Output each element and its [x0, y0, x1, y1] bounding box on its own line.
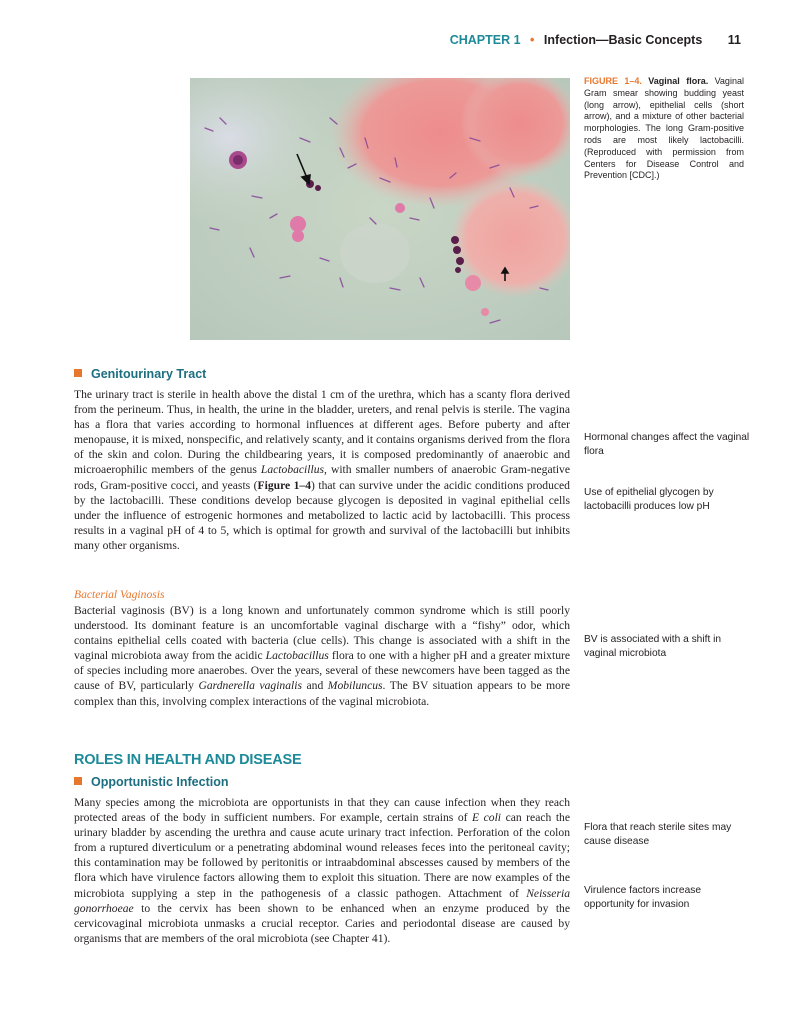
opportunistic-heading: Opportunistic Infection — [74, 775, 229, 789]
genitourinary-heading: Genitourinary Tract — [74, 367, 206, 381]
chapter-label: CHAPTER 1 — [449, 33, 521, 47]
figure-label: FIGURE 1–4. — [584, 76, 642, 86]
section-marker — [74, 777, 82, 785]
opportunistic-paragraph: Many species among the microbiota are opportunists in that they can cause infection when they reach protected areas of the body in sufficient numbers. For example, certain strains of E coli can reach the urinary bladder by ascending the urethra and cause acute urinary tract infection. Perforation of the colon from a ruptured diverticulum or a penetrating abdominal wound releases feces into the peritoneal cavity; this contamination may be followed by peritonitis or intraabdominal abscesses caused by members of the flora which have virulence factors allowing them to exploit this situation. There are now examples of the microbiota supplying a step in the pathogenesis of a classic pathogen. Attachment of Neisseria gonorrhoeae to the cervix has been shown to be enhanced when an enzyme produced by the cervicovaginal microbiota unmasks a crucial receptor. Caries and periodontal disease are caused by organisms that are members of the oral microbiota (see Chapter 41). — [74, 796, 570, 945]
micrograph-figure — [190, 78, 570, 340]
roles-heading: ROLES IN HEALTH AND DISEASE — [74, 752, 302, 768]
bv-paragraph: Bacterial vaginosis (BV) is a long known and unfortunately common syndrome which is still poorly understood. Its dominant feature is an uncomfortable vaginal discharge with a “fishy” odor, which contains epithelial cells coated with bacteria (clue cells). This change is associated with a shift in the vaginal microbiota away from the acidic Lactobacillus flora to one with a higher pH and a greater mixture of species including more anaerobes. Over the years, several of these newcomers have been tagged as the cause of BV, particularly Gardnerella vaginalis and Mobiluncus. The BV situation appears to be more complex than this, involving complex interactions of the vaginal microbiota. — [74, 604, 570, 708]
header-bullet: • — [530, 33, 535, 47]
chapter-title: Infection—Basic Concepts — [543, 33, 703, 47]
gram-smear-image — [190, 78, 570, 340]
margin-note-bv: BV is associated with a shift in vaginal microbiota — [584, 634, 722, 659]
bv-heading: Bacterial Vaginosis — [74, 588, 165, 601]
section-marker — [74, 369, 82, 377]
margin-note-flora: Flora that reach sterile sites may cause disease — [584, 822, 732, 847]
margin-note-virulence: Virulence factors increase opportunity for invasion — [584, 885, 702, 910]
running-header — [450, 33, 741, 47]
genitourinary-paragraph: The urinary tract is sterile in health above the distal 1 cm of the urethra, which has a scanty flora derived from the perineum. Thus, in health, the urine in the bladder, ureters, and renal pelvis is sterile. The vagina has a flora that varies according to hormonal influences at different ages. Before puberty and after menopause, it is mixed, nonspecific, and relatively scanty, and it contains organisms derived from the flora of the skin and colon. During the childbearing years, it is composed predominantly of anaerobic and microaerophilic members of the genus Lactobacillus, with smaller numbers of anaerobic Gram-negative rods, Gram-positive cocci, and yeasts (Figure 1–4) that can survive under the acidic conditions produced by the lactobacilli. These conditions develop because glycogen is deposited in vaginal epithelial cells under the influence of estrogenic hormones and metabolized to lactic acid by lactobacilli. This process results in a vaginal pH of 4 to 5, which is optimal for growth and survival of the lactobacilli but inhibits many other organisms. — [74, 388, 571, 552]
figure-caption — [584, 76, 744, 182]
margin-note-glycogen: Use of epithelial glycogen by lactobacilli produces low pH — [584, 487, 714, 512]
figure-title: Vaginal flora. — [648, 76, 709, 86]
figure-reference[interactable]: Figure 1–4 — [257, 478, 312, 492]
figure-caption-text: Vaginal Gram smear showing budding yeast (long arrow), epithelial cells (short arrow), and a mixture of other bacterial morphologies. The long Gram-positive rods are most likely lactobacilli. (Reproduced with permission from Centers for Disease Control and Prevention [CDC].) — [584, 76, 744, 181]
page-number: 11 — [727, 33, 741, 47]
margin-note-hormonal: Hormonal changes affect the vaginal flora — [584, 432, 750, 457]
